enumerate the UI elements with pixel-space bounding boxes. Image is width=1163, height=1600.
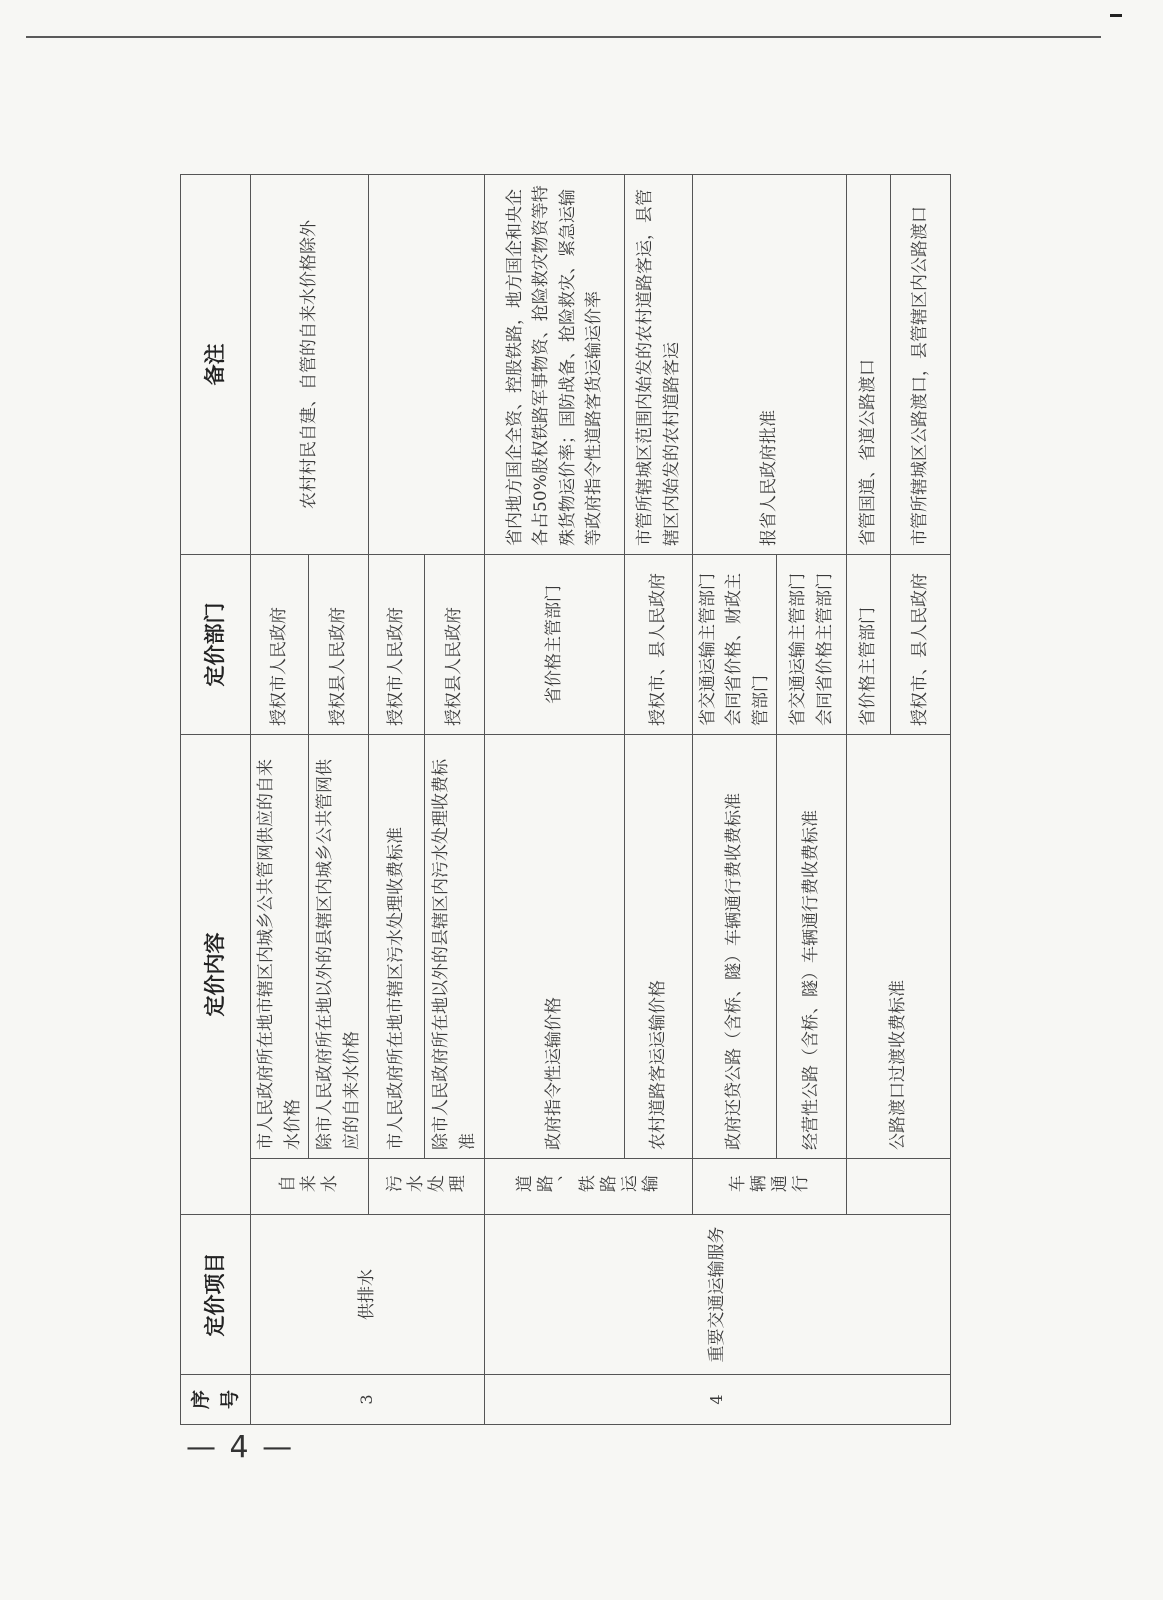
row-remarks: [369, 175, 485, 555]
table-row: [251, 175, 309, 1425]
row-content: 农村道路客运运输价格: [625, 735, 693, 1159]
row-content: 公路渡口过渡收费标准: [847, 735, 951, 1159]
row-content: 除市人民政府所在地以外的县辖区内城乡公共管网供应的自来水价格: [309, 735, 369, 1159]
row-remarks: 市管所辖城区公路渡口，县管辖区内公路渡口: [891, 175, 951, 555]
row-item: 供排水: [251, 1215, 485, 1375]
row-department: 授权市、县人民政府: [625, 555, 693, 735]
header-remarks: 备注: [181, 175, 251, 555]
row-content: 市人民政府所在地市辖区污水处理收费标准: [369, 735, 425, 1159]
row-department: 授权市、县人民政府: [891, 555, 951, 735]
subgroup-label: 自来水: [251, 1159, 369, 1215]
row-remarks: 报省人民政府批准: [693, 175, 847, 555]
header-seq: 序 号: [181, 1375, 251, 1425]
row-content: 除市人民政府所在地以外的县辖区内污水处理收费标准: [425, 735, 485, 1159]
subgroup-label: 车辆通行: [693, 1159, 847, 1215]
header-rule: [26, 36, 1101, 38]
subgroup-label: 污水处理: [369, 1159, 485, 1215]
row-department: 省价格主管部门: [485, 555, 625, 735]
row-content: 政府指令性运输价格: [485, 735, 625, 1159]
corner-mark: [1110, 14, 1122, 17]
row-content: 市人民政府所在地市辖区内城乡公共管网供应的自来水价格: [251, 735, 309, 1159]
row-department: 授权县人民政府: [309, 555, 369, 735]
row-remarks: 农村村民自建、自管的自来水价格除外: [251, 175, 369, 555]
pricing-table: [180, 174, 951, 1425]
rotated-table-wrapper: [180, 175, 950, 1425]
header-item: 定价项目: [181, 1215, 251, 1375]
row-department: 授权市人民政府: [251, 555, 309, 735]
row-content: 政府还贷公路（含桥、隧）车辆通行费收费标准: [693, 735, 777, 1159]
row-content: 经营性公路（含桥、隧）车辆通行费收费标准: [777, 735, 847, 1159]
row-item: 重要交通运输服务: [485, 1215, 951, 1375]
row-seq: 3: [251, 1375, 485, 1425]
table-header-row: [181, 175, 251, 1425]
row-department: 授权市人民政府: [369, 555, 425, 735]
header-department: 定价部门: [181, 555, 251, 735]
row-remarks: 省内地方国企全资、控股铁路，地方国企和央企各占50%股权铁路军事物资、抢险救灾物资等特殊货物运价率；国防战备、抢险救灾、紧急运输等政府指令性道路客货运输运价率: [485, 175, 625, 555]
page-number: — 4 —: [186, 1430, 295, 1465]
row-department: 授权县人民政府: [425, 555, 485, 735]
row-department: 省价格主管部门: [847, 555, 891, 735]
row-department: 省交通运输主管部门会同省价格、财政主管部门: [693, 555, 777, 735]
subgroup-label: [847, 1159, 951, 1215]
header-content: 定价内容: [181, 735, 251, 1215]
subgroup-label: 道路、铁路运输: [485, 1159, 693, 1215]
row-remarks: 市管所辖城区范围内始发的农村道路客运，县管辖区内始发的农村道路客运: [625, 175, 693, 555]
row-remarks: 省管国道、省道公路渡口: [847, 175, 891, 555]
row-seq: 4: [485, 1375, 951, 1425]
row-department: 省交通运输主管部门会同省价格主管部门: [777, 555, 847, 735]
table-row: [485, 175, 625, 1425]
